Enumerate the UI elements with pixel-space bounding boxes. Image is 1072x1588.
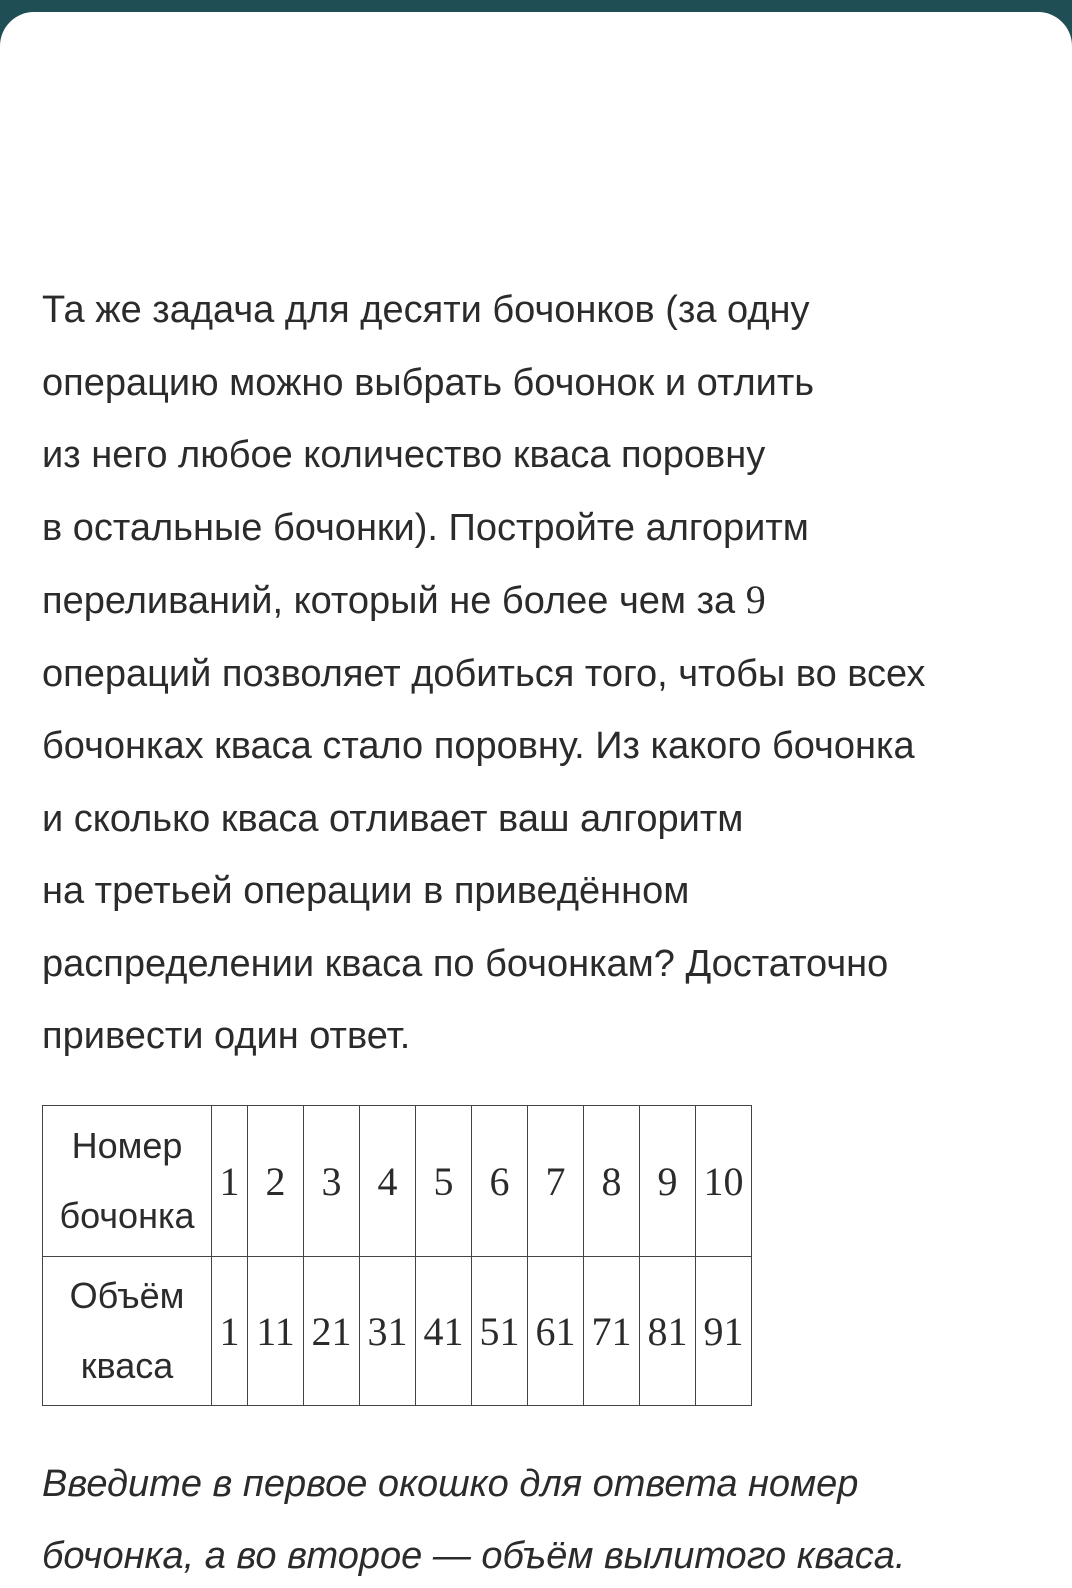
kvass-volume-cell: 31 xyxy=(360,1257,416,1406)
problem-line: бочонках кваса стало поровну. Из какого бочонка xyxy=(42,725,915,767)
problem-line xyxy=(42,564,1042,638)
barrel-number-cell: 10 xyxy=(696,1106,752,1257)
problem-sheet xyxy=(0,12,1072,1588)
problem-line: Та же задача для десяти бочонков (за одну xyxy=(42,289,810,331)
kvass-volume-cell: 91 xyxy=(696,1257,752,1406)
header-word: бочонка xyxy=(59,1195,195,1236)
barrel-number-cell: 4 xyxy=(360,1106,416,1257)
instruction-line: Введите в первое окошко для ответа номер xyxy=(42,1463,859,1505)
top-status-bar xyxy=(0,0,1072,12)
kvass-volume-cell: 61 xyxy=(528,1257,584,1406)
problem-line: привести один ответ. xyxy=(42,1015,411,1057)
header-word: Объём xyxy=(69,1275,185,1316)
header-word: кваса xyxy=(80,1345,174,1386)
kvass-volume-cell: 71 xyxy=(584,1257,640,1406)
barrel-number-cell: 9 xyxy=(640,1106,696,1257)
barrel-number-cell: 1 xyxy=(212,1106,248,1257)
barrel-number-row xyxy=(43,1106,752,1257)
barrel-number-cell: 7 xyxy=(528,1106,584,1257)
kvass-volume-cell: 41 xyxy=(416,1257,472,1406)
barrel-number-cell: 2 xyxy=(248,1106,304,1257)
kvass-volume-cell: 51 xyxy=(472,1257,528,1406)
operations-count: 9 xyxy=(745,577,766,622)
problem-line: и сколько кваса отливает ваш алгоритм xyxy=(42,797,744,840)
kvass-volume-cell: 11 xyxy=(248,1257,304,1406)
problem-line-text: переливаний, который не более чем за xyxy=(42,580,746,622)
problem-line: в остальные бочонки). Постройте алгоритм xyxy=(42,506,809,549)
barrel-number-cell: 5 xyxy=(416,1106,472,1257)
header-word: Номер xyxy=(71,1125,183,1166)
kvass-volume-header xyxy=(43,1257,212,1406)
kvass-volume-cell: 1 xyxy=(212,1257,248,1406)
problem-line: из него любое количество кваса поровну xyxy=(42,434,766,476)
barrel-table xyxy=(42,1105,752,1406)
barrel-number-header xyxy=(43,1106,212,1257)
barrel-number-cell: 3 xyxy=(304,1106,360,1257)
problem-line: операций позволяет добиться того, чтобы во всех xyxy=(42,652,926,695)
kvass-volume-cell: 21 xyxy=(304,1257,360,1406)
kvass-volume-row xyxy=(43,1257,752,1406)
problem-text xyxy=(42,274,1042,1073)
kvass-volume-cell: 81 xyxy=(640,1257,696,1406)
answer-instruction xyxy=(42,1448,1042,1588)
barrel-number-cell: 6 xyxy=(472,1106,528,1257)
problem-line: на третьей операции в приведённом xyxy=(42,870,690,912)
barrel-number-cell: 8 xyxy=(584,1106,640,1257)
problem-line: операцию можно выбрать бочонок и отлить xyxy=(42,361,815,404)
instruction-line: бочонка, а во второе — объём вылитого кваса. xyxy=(42,1535,906,1577)
problem-line: распределении кваса по бочонкам? Достаточно xyxy=(42,942,889,985)
